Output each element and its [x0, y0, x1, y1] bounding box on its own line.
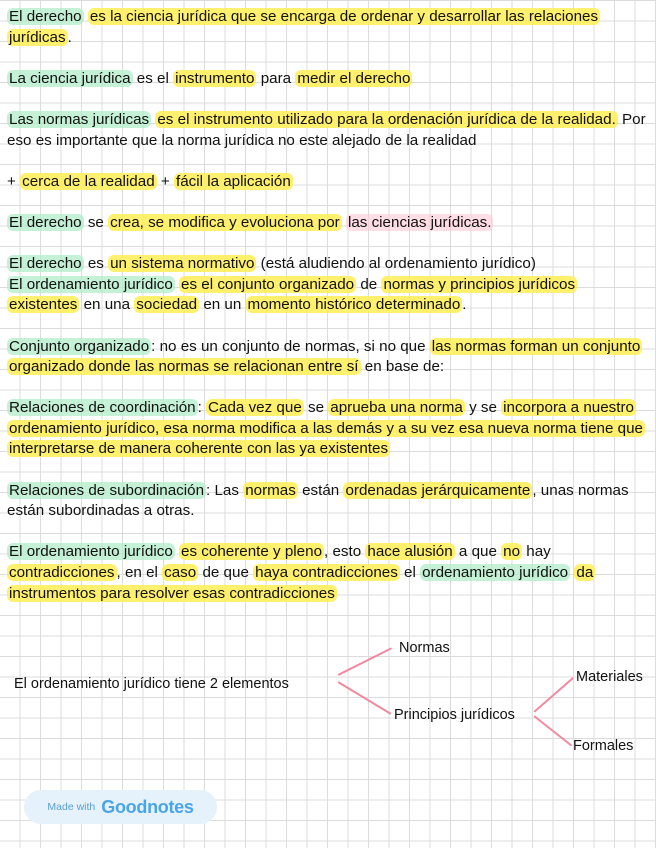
note-paragraph [7, 213, 647, 234]
note-text: + [7, 172, 21, 190]
highlight-green: Las normas jurídicas [9, 110, 150, 128]
highlight-yellow: caso [164, 564, 197, 582]
note-paragraph [7, 481, 647, 522]
highlight-yellow: momento histórico determinado [247, 296, 461, 314]
highlight-yellow: normas y principios jurídicos existentes [9, 275, 576, 314]
highlight-green: El derecho [9, 255, 82, 273]
highlight-yellow: sociedad [136, 296, 198, 314]
highlight-yellow: no [503, 543, 521, 561]
note-paragraph [7, 110, 647, 151]
note-text: . [462, 296, 467, 314]
note-text: para [256, 69, 296, 87]
highlight-yellow: crea, se modifica y evoluciona por [110, 213, 340, 231]
note-text: : [197, 399, 207, 417]
highlight-green: El derecho [9, 213, 82, 231]
highlight-yellow: es la ciencia jurídica que se encarga de ordenar y desarrollar las relaciones jurídicas [9, 8, 599, 46]
highlight-green: Relaciones de subordinación [9, 481, 205, 499]
note-text: , unas normas están subordinadas a otras. [7, 481, 629, 520]
connector-to-materiales [533, 677, 573, 713]
badge-brand: Goodnotes [101, 796, 194, 817]
note-text: es el [132, 69, 174, 87]
goodnotes-watermark [24, 790, 217, 824]
note-paragraph [7, 172, 647, 193]
note-paragraph [7, 254, 647, 316]
highlight-green: El derecho [9, 8, 82, 25]
note-text: , esto [324, 543, 366, 561]
note-paragraph [7, 398, 647, 460]
note-text: + [156, 172, 174, 190]
diagram-leaf-materiales: Materiales [576, 669, 643, 685]
notes-body [7, 7, 647, 625]
note-paragraph [7, 69, 647, 90]
highlight-yellow: da instrumentos para resolver esas contradicciones [9, 564, 594, 602]
highlight-yellow: medir el derecho [297, 69, 411, 87]
connector-to-formales [533, 715, 572, 747]
note-paragraph [7, 337, 647, 378]
note-text: : Las [206, 481, 244, 499]
highlight-yellow: hace alusión [367, 543, 453, 561]
diagram-branch-principios: Principios jurídicos [394, 707, 515, 723]
highlight-yellow: las normas forman un conjunto organizado donde las normas se relacionan entre sí [9, 337, 641, 376]
highlight-green: ordenamiento jurídico [422, 564, 569, 582]
highlight-yellow: fácil la aplicación [175, 172, 291, 190]
note-text: en un [199, 296, 246, 314]
note-text: . [67, 28, 72, 46]
note-paragraph [7, 542, 647, 604]
highlight-yellow: es el instrumento utilizado para la ordenación jurídica de la realidad. [157, 110, 616, 128]
note-text: y se [464, 399, 502, 417]
note-text: de que [198, 564, 254, 582]
highlight-yellow: un sistema normativo [110, 255, 255, 273]
connector-to-principios [337, 681, 391, 715]
highlight-yellow: incorpora a nuestro ordenamiento jurídico, esa norma modifica a las demás y a su vez esa nueva norma tiene que interpretarse de manera coherente con las ya existentes [9, 399, 644, 458]
note-paragraph [7, 7, 647, 48]
badge-prefix: Made with [47, 801, 96, 813]
diagram-branch-normas: Normas [399, 640, 450, 656]
note-text: hay [522, 543, 551, 561]
connector-to-normas [338, 647, 393, 676]
highlight-yellow: es coherente y pleno [181, 543, 323, 561]
highlight-yellow: instrumento [175, 69, 255, 87]
note-text: a que [454, 543, 502, 561]
highlight-green: La ciencia jurídica [9, 69, 131, 87]
highlight-green: Conjunto organizado [9, 337, 150, 355]
note-text: se [83, 213, 109, 231]
highlight-yellow: ordenadas jerárquicamente [345, 481, 531, 499]
highlight-pink: las ciencias jurídicas. [347, 213, 492, 231]
highlight-yellow: normas [245, 481, 296, 499]
highlight-green: El ordenamiento jurídico [9, 275, 173, 293]
note-text: en base de: [360, 358, 445, 376]
highlight-yellow: aprueba una norma [330, 399, 463, 417]
highlight-yellow: Cada vez que [208, 399, 302, 417]
note-text: , en el [116, 564, 163, 582]
highlight-yellow: haya contradicciones [255, 564, 398, 582]
highlight-green: El ordenamiento jurídico [9, 543, 173, 561]
highlight-yellow: contradicciones [9, 564, 115, 582]
note-text: en una [79, 296, 135, 314]
note-text: (está aludiendo al ordenamiento jurídico) [256, 255, 536, 273]
note-text: se [303, 399, 329, 417]
note-text: el [399, 564, 421, 582]
diagram-leaf-formales: Formales [573, 738, 634, 754]
highlight-green: Relaciones de coordinación [9, 399, 196, 417]
note-text: : no es un conjunto de normas, si no que [151, 337, 430, 355]
diagram-root-label: El ordenamiento jurídico tiene 2 elementos [14, 676, 289, 692]
note-text: de [356, 275, 382, 293]
highlight-yellow: cerca de la realidad [22, 172, 155, 190]
note-text: están [297, 481, 344, 499]
highlight-yellow: es el conjunto organizado [181, 275, 355, 293]
note-text: Por eso es importante que la norma jurídica no este alejado de la realidad [7, 110, 646, 149]
note-text: es [83, 255, 109, 273]
